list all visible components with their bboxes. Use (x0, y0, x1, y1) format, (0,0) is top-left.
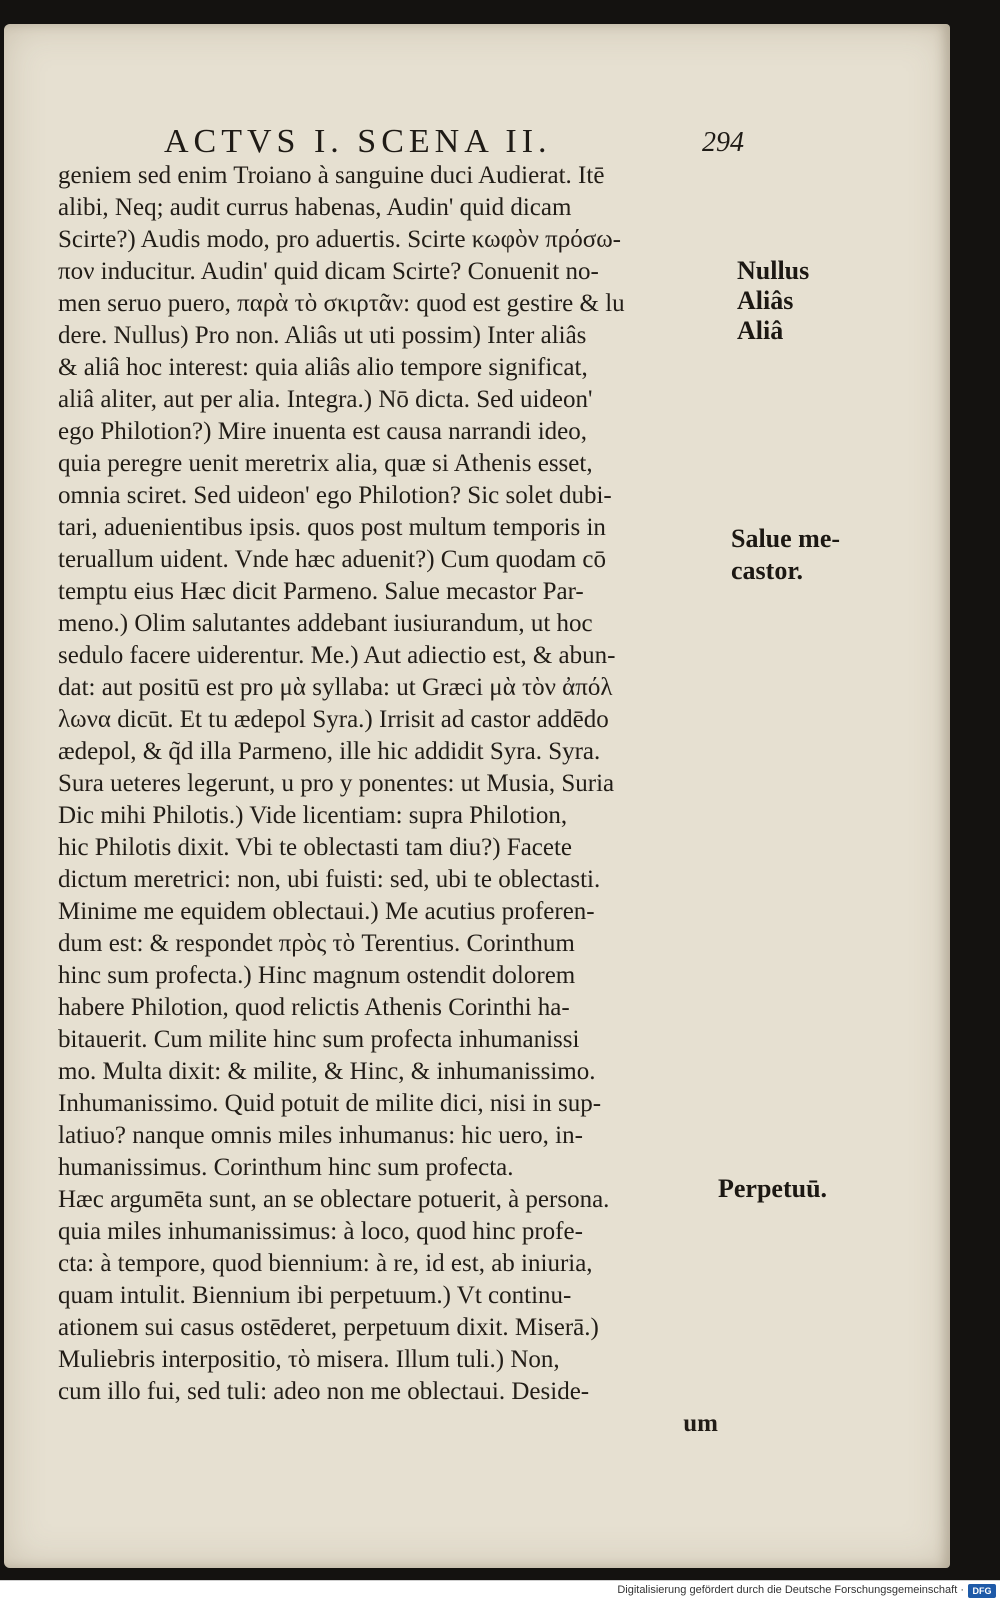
page-number: 294 (702, 127, 744, 158)
text-line: πον inducitur. Audin' quid dicam Scirte? Conuenit no- (58, 258, 599, 285)
funding-credit: Digitalisierung gefördert durch die Deutsche Forschungsgemeinschaft · (617, 1584, 964, 1596)
text-line: sedulo facere uiderentur. Me.) Aut adiectio est, & abun- (58, 642, 616, 669)
text-line: & aliâ hoc interest: quia aliâs alio tempore significat, (58, 354, 588, 381)
text-line: ego Philotion?) Mire inuenta est causa narrandi ideo, (58, 418, 588, 445)
margin-note-alias: Aliâs (737, 286, 794, 315)
text-line: mo. Multa dixit: & milite, & Hinc, & inhumanissimo. (58, 1058, 596, 1085)
text-line: Minime me equidem oblectaui.) Me acutius proferen- (58, 898, 595, 925)
text-line: tari, aduenientibus ipsis. quos post multum temporis in (58, 514, 606, 541)
running-header (164, 122, 744, 162)
text-line: Inhumanissimo. Quid potuit de milite dici, nisi in sup- (58, 1090, 602, 1117)
text-line: temptu eius Hæc dicit Parmeno. Salue mecastor Par- (58, 578, 584, 605)
text-line: aliâ aliter, aut per alia. Integra.) Nō dicta. Sed uideon' (58, 386, 593, 413)
text-line: Scirte?) Audis modo, pro aduertis. Scirte κωφὸν πρόσω- (58, 226, 621, 253)
text-line: quia peregre uenit meretrix alia, quæ si Athenis esset, (58, 450, 593, 477)
text-line: meno.) Olim salutantes addebant iusiurandum, ut hoc (58, 610, 593, 637)
text-line: latiuo? nanque omnis miles inhumanus: hic uero, in- (58, 1122, 583, 1149)
text-line: geniem sed enim Troiano à sanguine duci Audierat. Itē (58, 162, 605, 189)
dfg-logo-icon: DFG (968, 1584, 996, 1598)
book-page (4, 24, 950, 1568)
text-line: Dic mihi Philotis.) Vide licentiam: supra Philotion, (58, 802, 568, 829)
text-line: habere Philotion, quod relictis Athenis Corinthi ha- (58, 994, 570, 1021)
text-line: dum est: & respondet πρὸς τὸ Terentius. Corinthum (58, 930, 575, 957)
margin-note-nullus: Nullus (737, 256, 810, 285)
text-line: humanissimus. Corinthum hinc sum profecta. (58, 1154, 514, 1181)
text-line: Hæc argumēta sunt, an se oblectare potuerit, à persona. (58, 1186, 610, 1213)
margin-note-salue-mecastor-2: castor. (731, 556, 803, 585)
text-line: omnia sciret. Sed uideon' ego Philotion? Sic solet dubi- (58, 482, 612, 509)
text-line: men seruo puero, παρὰ τὸ σκιρτᾶν: quod est gestire & lu (58, 290, 625, 317)
text-line: ædepol, & q̃d illa Parmeno, ille hic addidit Syra. Syra. (58, 738, 601, 765)
text-line: dere. Nullus) Pro non. Aliâs ut uti possim) Inter aliâs (58, 322, 587, 349)
catchword: um (683, 1410, 718, 1437)
margin-note-perpetuum: Perpetuū. (718, 1174, 828, 1203)
margin-note-salue-mecastor-1: Salue me- (731, 524, 841, 553)
text-line: dat: aut positū est pro μὰ syllaba: ut Græci μὰ τὸν ἀπόλ (58, 674, 613, 701)
text-line: dictum meretrici: non, ubi fuisti: sed, ubi te oblectasti. (58, 866, 601, 893)
margin-note-alia: Aliâ (737, 316, 784, 345)
text-line: ationem sui casus ostēderet, perpetuum dixit. Miserā.) (58, 1314, 599, 1341)
text-line: quia miles inhumanissimus: à loco, quod hinc profe- (58, 1218, 583, 1245)
text-line: Sura ueteres legerunt, u pro y ponentes: ut Musia, Suria (58, 770, 615, 797)
digitization-footer (0, 1580, 1000, 1602)
text-line: Muliebris interpositio, τὸ misera. Illum tuli.) Non, (58, 1346, 560, 1373)
main-text-block (58, 160, 748, 1440)
running-title: ACTVS I. SCENA II. (164, 123, 552, 160)
text-line: cum illo fui, sed tuli: adeo non me oblectaui. Deside- (58, 1378, 590, 1405)
text-line: alibi, Neq; audit currus habenas, Audin' quid dicam (58, 194, 572, 221)
text-line: λωνα dicūt. Et tu ædepol Syra.) Irrisit ad castor addēdo (58, 706, 609, 733)
text-line: cta: à tempore, quod biennium: à re, id est, ab iniuria, (58, 1250, 593, 1277)
text-line: quam intulit. Biennium ibi perpetuum.) Vt continu- (58, 1282, 572, 1309)
text-line: bitauerit. Cum milite hinc sum profecta inhumanissi (58, 1026, 580, 1053)
text-line: hic Philotis dixit. Vbi te oblectasti tam diu?) Facete (58, 834, 573, 861)
text-line: hinc sum profecta.) Hinc magnum ostendit dolorem (58, 962, 576, 989)
text-line: teruallum uident. Vnde hæc aduenit?) Cum quodam cō (58, 546, 607, 573)
